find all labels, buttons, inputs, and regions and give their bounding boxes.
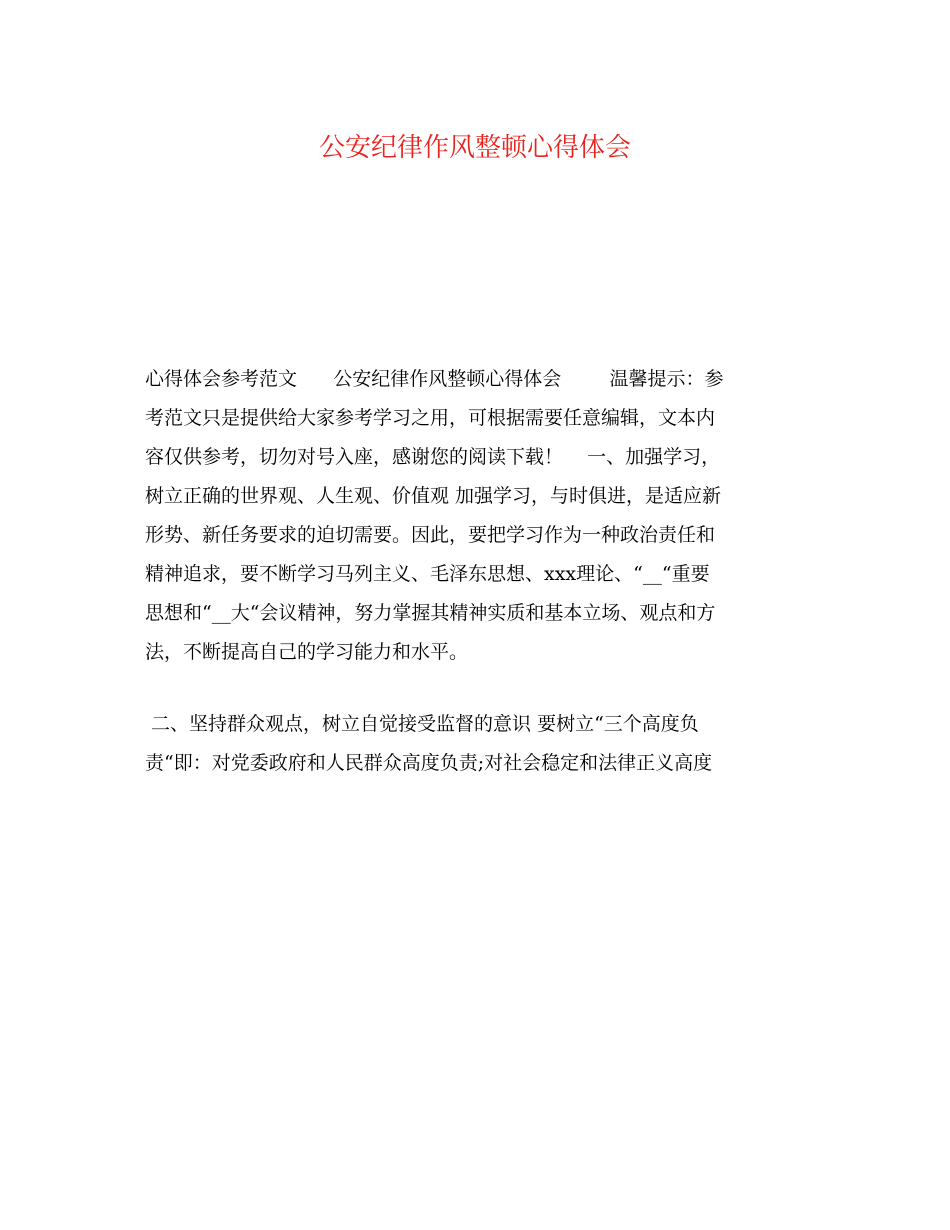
paragraph-gap: [145, 672, 805, 705]
paragraph-2: [145, 705, 805, 783]
document-body: [145, 360, 805, 783]
document-title: 公安纪律作风整顿心得体会: [318, 133, 631, 163]
text-line: 树立正确的世界观、人生观、价值观 加强学习，与时俱进，是适应新: [145, 485, 722, 507]
text-line: 法，不断提高自己的学习能力和水平。: [145, 641, 469, 663]
paragraph-1: [145, 360, 805, 672]
text-line: 思想和“__大“会议精神，努力掌握其精神实质和基本立场、观点和方: [145, 602, 716, 624]
text-line: 精神追求，要不断学习马列主义、毛泽东思想、xxx理论、“__“重要: [145, 563, 710, 585]
text-line: 二、坚持群众观点，树立自觉接受监督的意识 要树立“三个高度负: [145, 713, 699, 735]
text-line: 考范文只是提供给大家参考学习之用，可根据需要任意编辑，文本内: [145, 407, 716, 429]
text-line: 心得体会参考范文 公安纪律作风整顿心得体会 温馨提示：参: [145, 368, 724, 390]
text-line: 容仅供参考，切勿对号入座，感谢您的阅读下载！ 一、加强学习，: [145, 446, 721, 468]
text-line: 责“即：对党委政府和人民群众高度负责;对社会稳定和法律正义高度: [145, 752, 713, 774]
text-line: 形势、新任务要求的迫切需要。因此，要把学习作为一种政治责任和: [145, 524, 716, 546]
